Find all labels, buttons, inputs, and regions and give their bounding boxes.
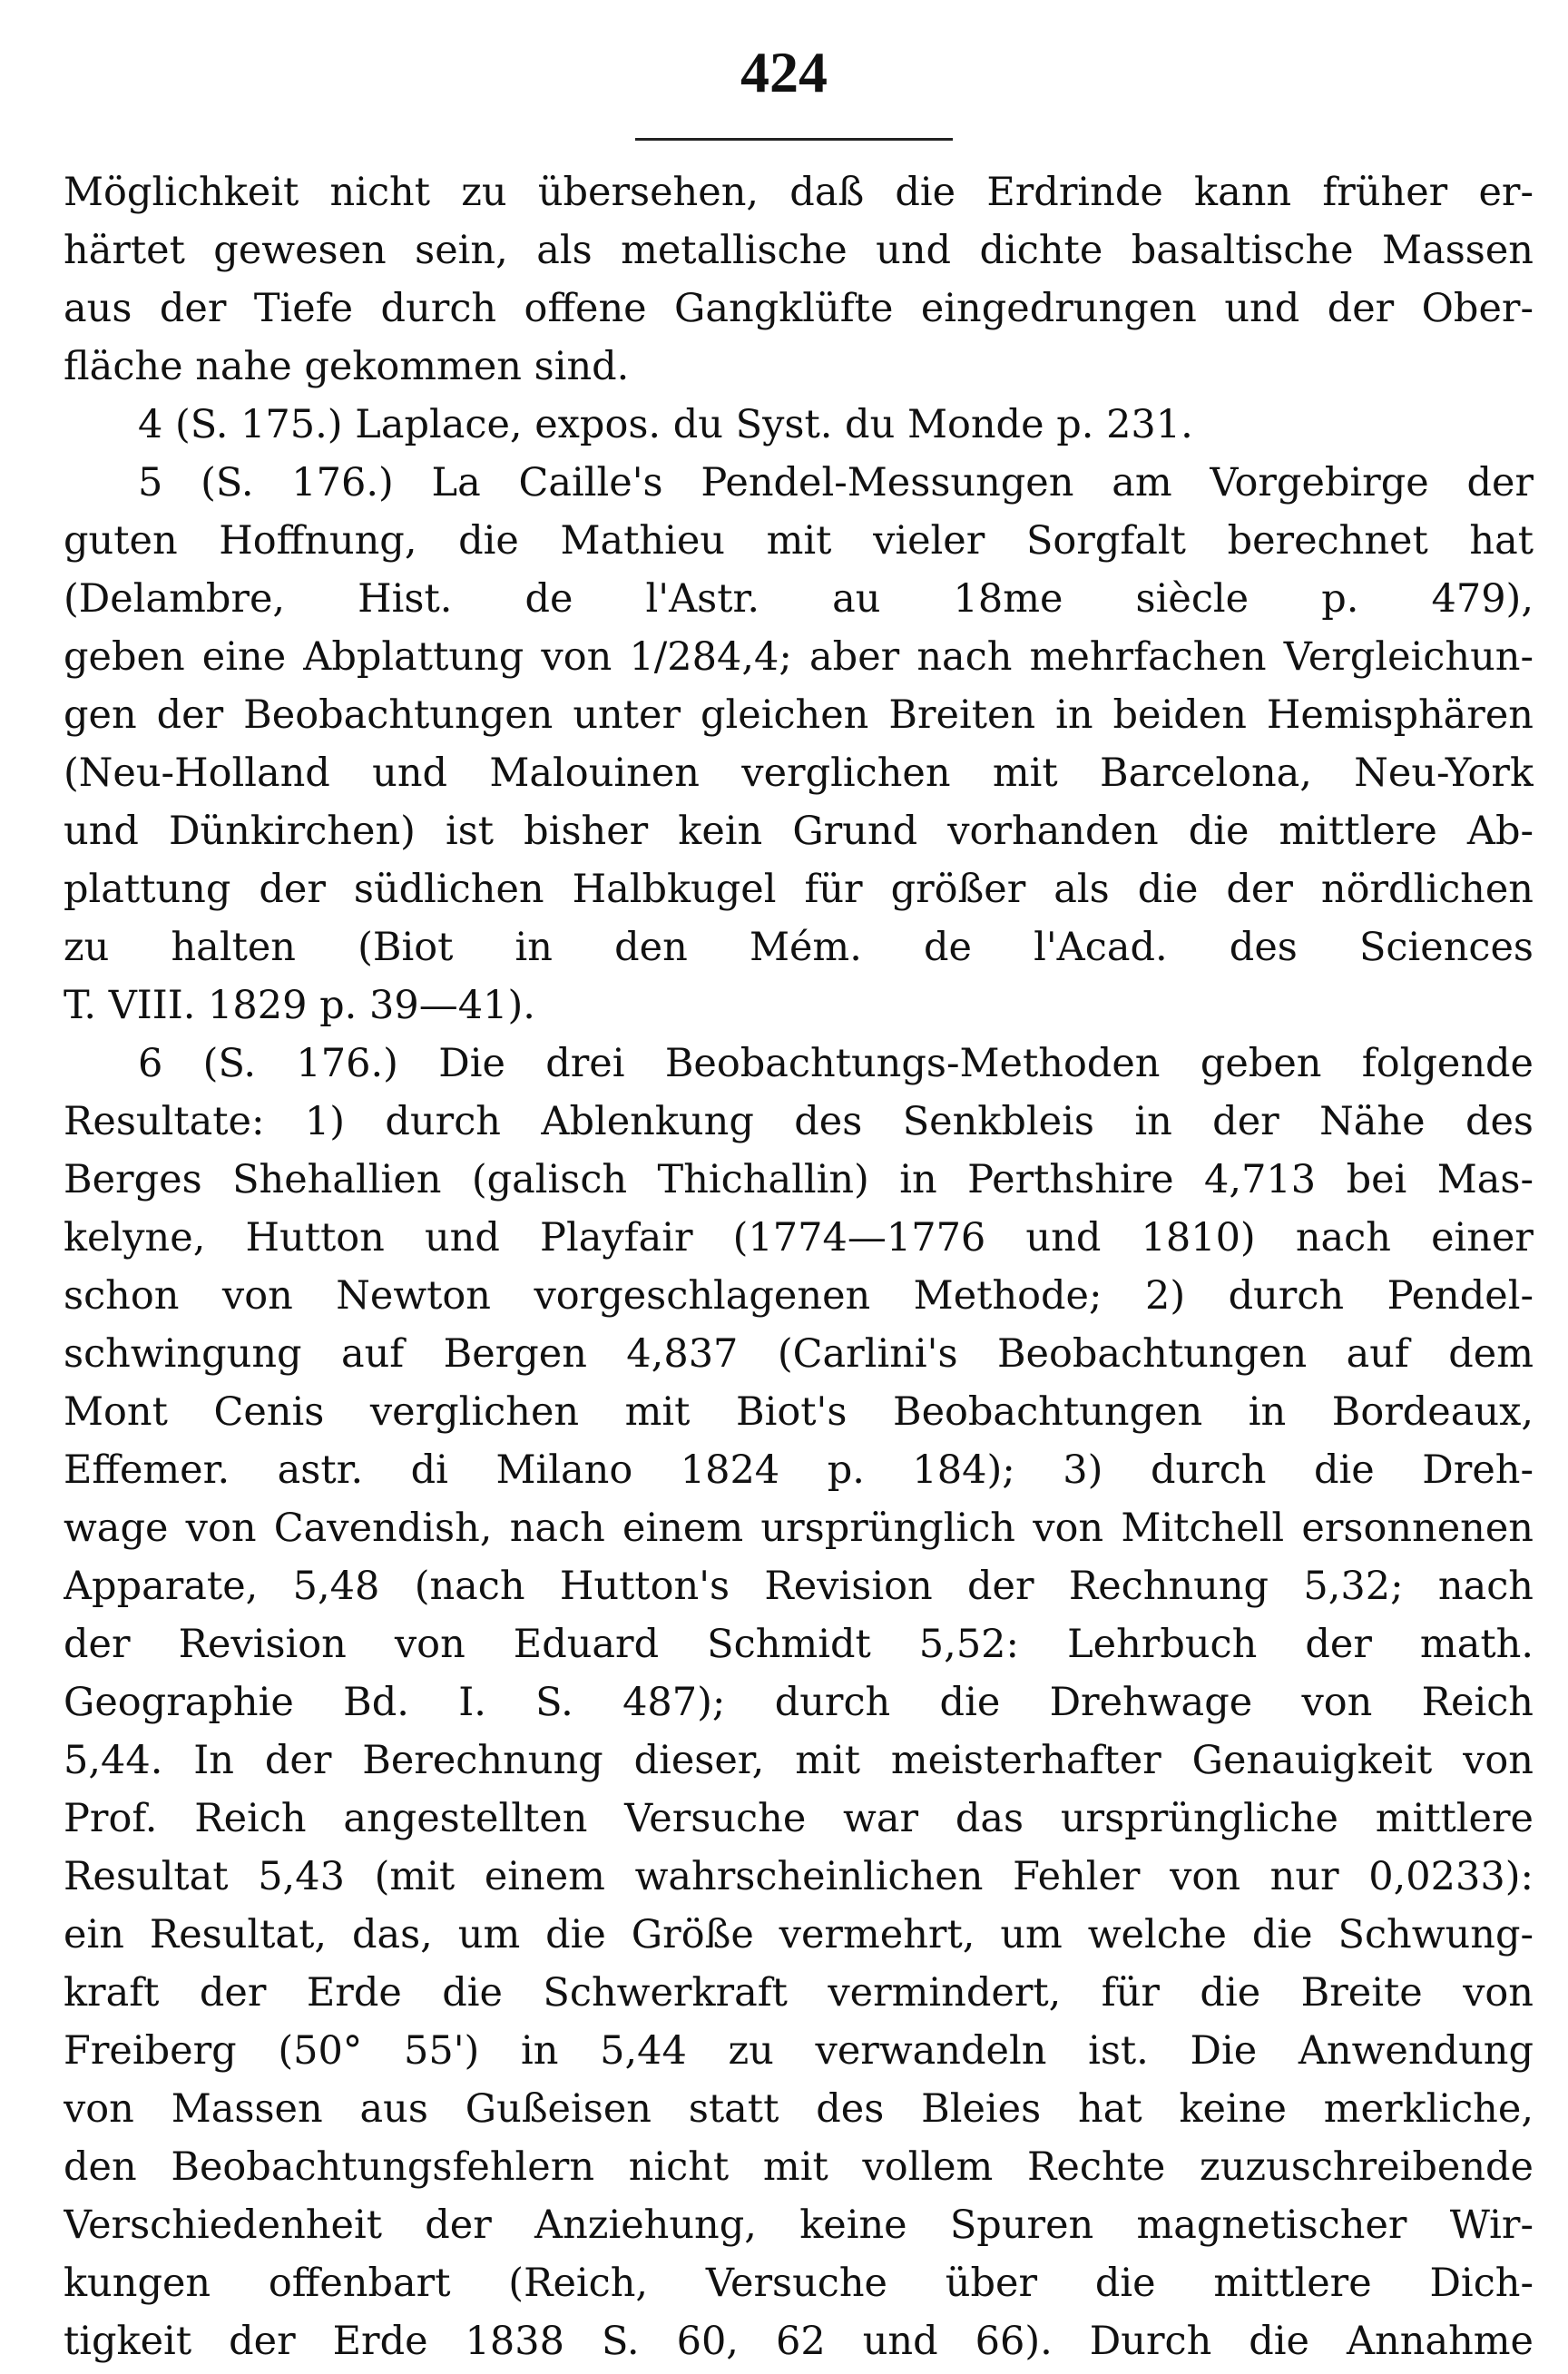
text-line: kungen offenbart (Reich, Versuche über die mittlere Dich- bbox=[64, 2261, 1534, 2306]
text-line: gen der Beobachtungen unter gleichen Breiten in beiden Hemisphären bbox=[64, 692, 1534, 738]
text-line: Mont Cenis verglichen mit Biot's Beobachtungen in Bordeaux, bbox=[64, 1389, 1534, 1435]
text-line: aus der Tiefe durch offene Gangklüfte eingedrungen und der Ober- bbox=[64, 286, 1534, 331]
text-line: und Dünkirchen) ist bisher kein Grund vorhanden die mittlere Ab- bbox=[64, 809, 1534, 854]
text-line: T. VIII. 1829 p. 39—41). bbox=[64, 983, 535, 1028]
text-line: (Neu-Holland und Malouinen verglichen mit Barcelona, Neu-York bbox=[64, 750, 1534, 796]
text-line: 5,44. In der Berechnung dieser, mit meisterhafter Genauigkeit von bbox=[64, 1738, 1534, 1783]
text-line: Resultat 5,43 (mit einem wahrscheinlichen Fehler von nur 0,0233): bbox=[64, 1854, 1534, 1899]
text-line: Möglichkeit nicht zu übersehen, daß die Erdrinde kann früher er- bbox=[64, 170, 1534, 215]
text-line: den Beobachtungsfehlern nicht mit vollem Rechte zuzuschreibende bbox=[64, 2144, 1534, 2190]
text-line: tigkeit der Erde 1838 S. 60, 62 und 66). Durch die Annahme bbox=[64, 2319, 1534, 2364]
body-text bbox=[64, 163, 1534, 2370]
text-line: geben eine Abplattung von 1/284,4; aber nach mehrfachen Vergleichun- bbox=[64, 634, 1534, 680]
text-line: (Delambre, Hist. de l'Astr. au 18me siècle p. 479), bbox=[64, 576, 1534, 622]
text-line: Verschiedenheit der Anziehung, keine Spuren magnetischer Wir- bbox=[64, 2202, 1534, 2248]
text-line: von Massen aus Gußeisen statt des Bleies hat keine merkliche, bbox=[64, 2086, 1534, 2132]
text-line: 4 (S. 175.) Laplace, expos. du Syst. du Monde p. 231. bbox=[138, 402, 1193, 447]
text-line: Freiberg (50° 55') in 5,44 zu verwandeln ist. Die Anwendung bbox=[64, 2028, 1534, 2074]
text-line: 6 (S. 176.) Die drei Beobachtungs-Methoden geben folgende bbox=[138, 1041, 1534, 1086]
header-rule bbox=[635, 138, 953, 141]
text-line: zu halten (Biot in den Mém. de l'Acad. des Sciences bbox=[64, 925, 1534, 970]
text-line: Prof. Reich angestellten Versuche war das ursprüngliche mittlere bbox=[64, 1796, 1534, 1841]
text-line: plattung der südlichen Halbkugel für größer als die der nördlichen bbox=[64, 867, 1534, 912]
text-line: kraft der Erde die Schwerkraft vermindert, für die Breite von bbox=[64, 1970, 1534, 2016]
text-line: wage von Cavendish, nach einem ursprünglich von Mitchell ersonnenen bbox=[64, 1506, 1534, 1551]
page-number: 424 bbox=[740, 40, 828, 104]
text-line: schwingung auf Bergen 4,837 (Carlini's Beobachtungen auf dem bbox=[64, 1331, 1534, 1377]
text-line: schon von Newton vorgeschlagenen Methode; 2) durch Pendel- bbox=[64, 1273, 1534, 1319]
text-line: kelyne, Hutton und Playfair (1774—1776 und 1810) nach einer bbox=[64, 1215, 1534, 1261]
text-line: Resultate: 1) durch Ablenkung des Senkbleis in der Nähe des bbox=[64, 1099, 1534, 1144]
text-line: fläche nahe gekommen sind. bbox=[64, 344, 630, 389]
text-line: 5 (S. 176.) La Caille's Pendel-Messungen am Vorgebirge der bbox=[138, 460, 1534, 505]
text-line: Berges Shehallien (galisch Thichallin) in Perthshire 4,713 bei Mas- bbox=[64, 1157, 1534, 1202]
text-line: der Revision von Eduard Schmidt 5,52: Lehrbuch der math. bbox=[64, 1622, 1534, 1667]
text-line: guten Hoffnung, die Mathieu mit vieler Sorgfalt berechnet hat bbox=[64, 518, 1534, 564]
text-line: Effemer. astr. di Milano 1824 p. 184); 3) durch die Dreh- bbox=[64, 1447, 1534, 1493]
text-line: ein Resultat, das, um die Größe vermehrt, um welche die Schwung- bbox=[64, 1912, 1534, 1957]
text-line: Apparate, 5,48 (nach Hutton's Revision der Rechnung 5,32; nach bbox=[64, 1564, 1534, 1609]
text-line: härtet gewesen sein, als metallische und dichte basaltische Massen bbox=[64, 228, 1534, 273]
text-line: Geographie Bd. I. S. 487); durch die Drehwage von Reich bbox=[64, 1680, 1534, 1725]
